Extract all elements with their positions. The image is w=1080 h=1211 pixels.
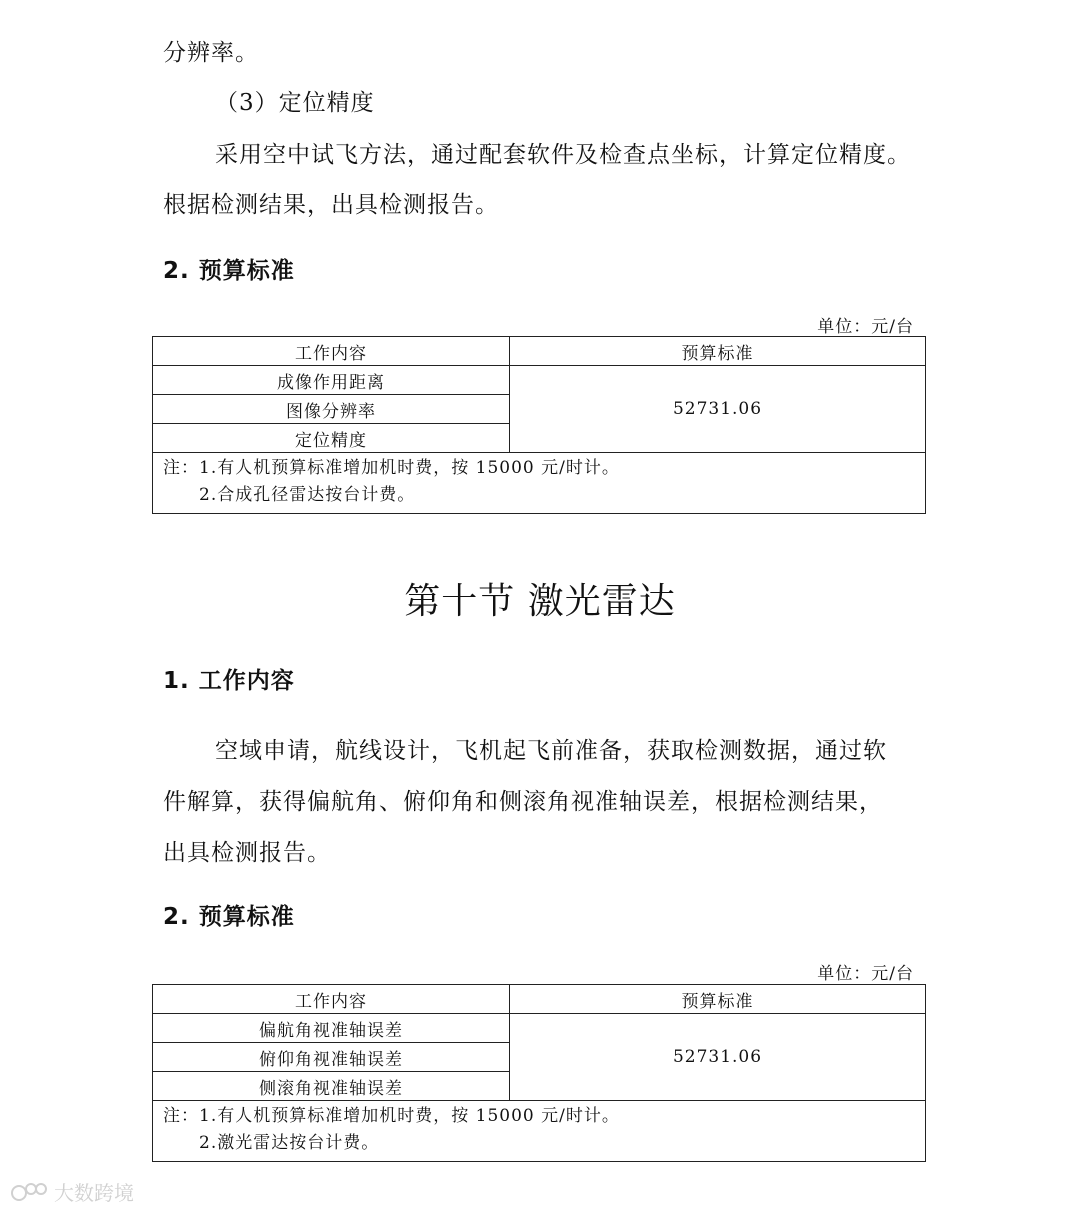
budget-value-cell: 52731.06 xyxy=(510,366,926,453)
paragraph-line: 出具检测报告。 xyxy=(163,840,331,866)
paragraph-line: 件解算，获得偏航角、俯仰角和侧滚角视准轴误差，根据检测结果， xyxy=(163,789,883,815)
work-content-heading: 1. 工作内容 xyxy=(163,668,295,694)
budget-table-lidar xyxy=(152,984,926,1162)
table-row xyxy=(153,1014,926,1043)
table-note-cell xyxy=(153,453,926,514)
table-note-row xyxy=(153,453,926,514)
watermark xyxy=(10,1177,134,1206)
table-header-cell: 预算标准 xyxy=(510,985,926,1014)
note-line: 2.合成孔径雷达按台计费。 xyxy=(199,485,416,505)
unit-label: 单位：元/台 xyxy=(817,317,914,337)
paragraph-line: 根据检测结果，出具检测报告。 xyxy=(163,192,499,218)
paragraph-line: 采用空中试飞方法，通过配套软件及检查点坐标，计算定位精度。 xyxy=(215,142,911,168)
table-cell: 定位精度 xyxy=(153,424,510,453)
table-note-cell xyxy=(153,1101,926,1162)
table-cell: 图像分辨率 xyxy=(153,395,510,424)
table-cell: 俯仰角视准轴误差 xyxy=(153,1043,510,1072)
budget-table-sar xyxy=(152,336,926,514)
watermark-text: 大数跨境 xyxy=(54,1181,134,1205)
paragraph-line: 空域申请，航线设计，飞机起飞前准备，获取检测数据，通过软 xyxy=(215,738,887,764)
note-line: 注：1.有人机预算标准增加机时费，按 15000 元/时计。 xyxy=(163,458,620,478)
table-header-cell: 工作内容 xyxy=(153,337,510,366)
table-header-row xyxy=(153,337,926,366)
table-row xyxy=(153,366,926,395)
budget-heading: 2. 预算标准 xyxy=(163,258,295,284)
budget-value-cell: 52731.06 xyxy=(510,1014,926,1101)
section-title: 第十节 激光雷达 xyxy=(404,581,676,622)
table-header-row xyxy=(153,985,926,1014)
table-header-cell: 预算标准 xyxy=(510,337,926,366)
paragraph-continuation: 分辨率。 xyxy=(163,40,259,66)
table-note-row xyxy=(153,1101,926,1162)
table-cell: 侧滚角视准轴误差 xyxy=(153,1072,510,1101)
table-cell: 成像作用距离 xyxy=(153,366,510,395)
sub-heading-positioning-accuracy: （3）定位精度 xyxy=(215,90,375,116)
budget-heading: 2. 预算标准 xyxy=(163,904,295,930)
table-header-cell: 工作内容 xyxy=(153,985,510,1014)
watermark-logo-icon xyxy=(10,1181,50,1203)
unit-label: 单位：元/台 xyxy=(817,964,914,984)
note-line: 2.激光雷达按台计费。 xyxy=(199,1133,380,1153)
note-line: 注：1.有人机预算标准增加机时费，按 15000 元/时计。 xyxy=(163,1106,620,1126)
table-cell: 偏航角视准轴误差 xyxy=(153,1014,510,1043)
